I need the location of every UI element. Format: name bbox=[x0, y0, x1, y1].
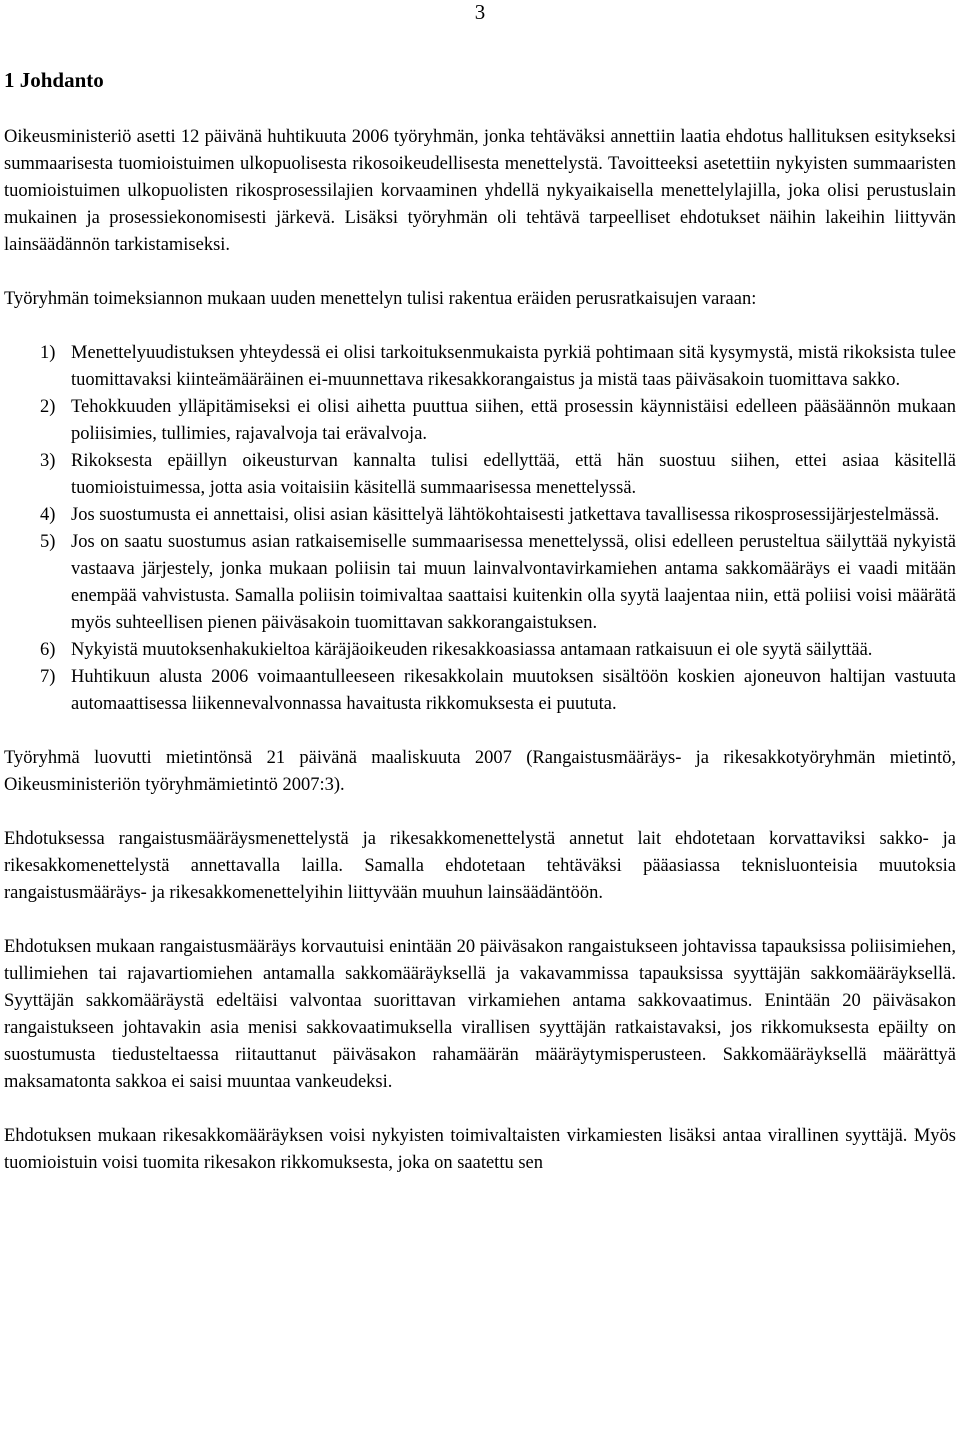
list-item bbox=[4, 394, 956, 448]
list-item-number: 1) bbox=[40, 343, 56, 363]
list-intro-paragraph: Työryhmän toimeksiannon mukaan uuden menettelyn tulisi rakentua eräiden perusratkaisujen varaan: bbox=[4, 289, 757, 309]
list-item-number: 5) bbox=[40, 532, 56, 552]
body-paragraph: Työryhmä luovutti mietintönsä 21 päivänä maaliskuuta 2007 (Rangaistusmääräys- ja rikesakkotyöryhmän mietintö, Oikeusministeriön työryhmämietintö 2007:3). bbox=[4, 748, 956, 795]
section-heading: 1 Johdanto bbox=[4, 68, 104, 92]
list-item-text: Menettelyuudistuksen yhteydessä ei olisi tarkoituksenmukaista pyrkiä pohtimaan sitä kysymystä, mistä rikoksista tulee tuomittavaksi kiinteämääräinen ei-muunnettava rikesakkorangaistus ja mistä taas päiväsakoin tuomittava sakko. bbox=[71, 343, 956, 390]
page-content bbox=[4, 66, 956, 1204]
list-item-number: 6) bbox=[40, 640, 56, 660]
list-item-text: Tehokkuuden ylläpitämiseksi ei olisi aihetta puuttua siihen, että prosessin käynnistäisi edelleen pääsäännön mukaan poliisimies, tullimies, rajavalvoja tai erävalvoja. bbox=[71, 397, 956, 444]
list-item-text: Huhtikuun alusta 2006 voimaantulleeseen rikesakkolain muutoksen sisältöön koskien ajoneuvon haltijan vastuuta automaattisessa liikennevalvonnassa havaitusta rikkomuksesta ei puututa. bbox=[71, 667, 956, 714]
list-item-number: 2) bbox=[40, 397, 56, 417]
body-paragraph: Ehdotuksen mukaan rangaistusmääräys korvautuisi enintään 20 päiväsakon rangaistukseen johtavissa tapauksissa poliisimiehen, tullimiehen tai rajavartiomiehen antamalla sakkomääräyksellä ja vakavammissa tapauksissa syyttäjän sakkomääräyksellä. Syyttäjän sakkomääräystä edeltäisi valvontaa suorittavan virkamiehen antama sakkovaatimus. Enintään 20 päiväsakon rangaistukseen johtavakin asia menisi sakkovaatimuksella virallisen syyttäjän ratkaistavaksi, jos rikkomuksesta epäilty on suostumusta tiedusteltaessa riitauttanut päiväsakon rahamäärän määräytymisperusteen. Sakkomääräyksellä määrättyä maksamatonta sakkoa ei saisi muuntaa vankeudeksi. bbox=[4, 937, 956, 1092]
body-paragraph: Ehdotuksen mukaan rikesakkomääräyksen voisi nykyisten toimivaltaisten virkamiesten lisäksi antaa virallinen syyttäjä. Myös tuomioistuin voisi tuomita rikesakon rikkomuksesta, joka on saatettu sen bbox=[4, 1126, 956, 1173]
list-item bbox=[4, 664, 956, 718]
list-item-text: Jos on saatu suostumus asian ratkaisemiselle summaarisessa menettelyssä, olisi edelleen perusteltua säilyttää nykyistä vastaava järjestely, jonka mukaan poliisin tai muun lainvalvontavirkamiehen antama sakkomääräys ei vaadi mitään enempää vahvistusta. Samalla poliisin toimivaltaa saattaisi kuitenkin olla syytä laajentaa niin, että poliisi voisi määrätä myös suhteellisen pienen päiväsakoin tuomittavan sakkorangaistuksen. bbox=[71, 532, 956, 633]
list-item bbox=[4, 448, 956, 502]
list-item-number: 7) bbox=[40, 667, 56, 687]
principles-list bbox=[4, 340, 956, 718]
list-item bbox=[4, 529, 956, 637]
page-number: 3 bbox=[474, 0, 486, 24]
list-item bbox=[4, 502, 956, 529]
list-item-text: Jos suostumusta ei annettaisi, olisi asian käsittelyä lähtökohtaisesti jatkettava tavallisessa rikosprosessijärjestelmässä. bbox=[71, 505, 940, 525]
list-item-number: 4) bbox=[40, 505, 56, 525]
list-item-text: Rikoksesta epäillyn oikeusturvan kannalta tulisi edellyttää, että hän suostuu siihen, ettei asiaa käsitellä tuomioistuimessa, jotta asia voitaisiin käsitellä summaarisessa menettelyssä. bbox=[71, 451, 956, 498]
list-item bbox=[4, 637, 956, 664]
list-item-number: 3) bbox=[40, 451, 56, 471]
list-item bbox=[4, 340, 956, 394]
list-item-text: Nykyistä muutoksenhakukieltoa käräjäoikeuden rikesakkoasiassa antamaan ratkaisuun ei ole syytä säilyttää. bbox=[71, 640, 873, 660]
intro-paragraph: Oikeusministeriö asetti 12 päivänä huhtikuuta 2006 työryhmän, jonka tehtäväksi annettiin laatia ehdotus hallituksen esitykseksi summaarisesta tuomioistuimen ulkopuolisesta rikosoikeudellisesta menettelystä. Tavoitteeksi asetettiin nykyisten summaaristen tuomioistuimen ulkopuolisten rikosprosessilajien korvaaminen yhdellä nykyaikaisella menettelylajilla, joka olisi perustuslain mukainen ja prosessiekonomisesti järkevä. Lisäksi työryhmän oli tehtävä tarpeelliset ehdotukset näihin lakeihin liittyvän lainsäädännön tarkistamiseksi. bbox=[4, 127, 956, 255]
body-paragraph: Ehdotuksessa rangaistusmääräysmenettelystä ja rikesakkomenettelystä annetut lait ehdotetaan korvattaviksi sakko- ja rikesakkomenettelystä annettavalla lailla. Samalla ehdotetaan tehtäväksi pääasiassa teknisluonteisia muutoksia rangaistusmääräys- ja rikesakkomenettelyihin liittyvään muuhun lainsäädäntöön. bbox=[4, 829, 956, 903]
